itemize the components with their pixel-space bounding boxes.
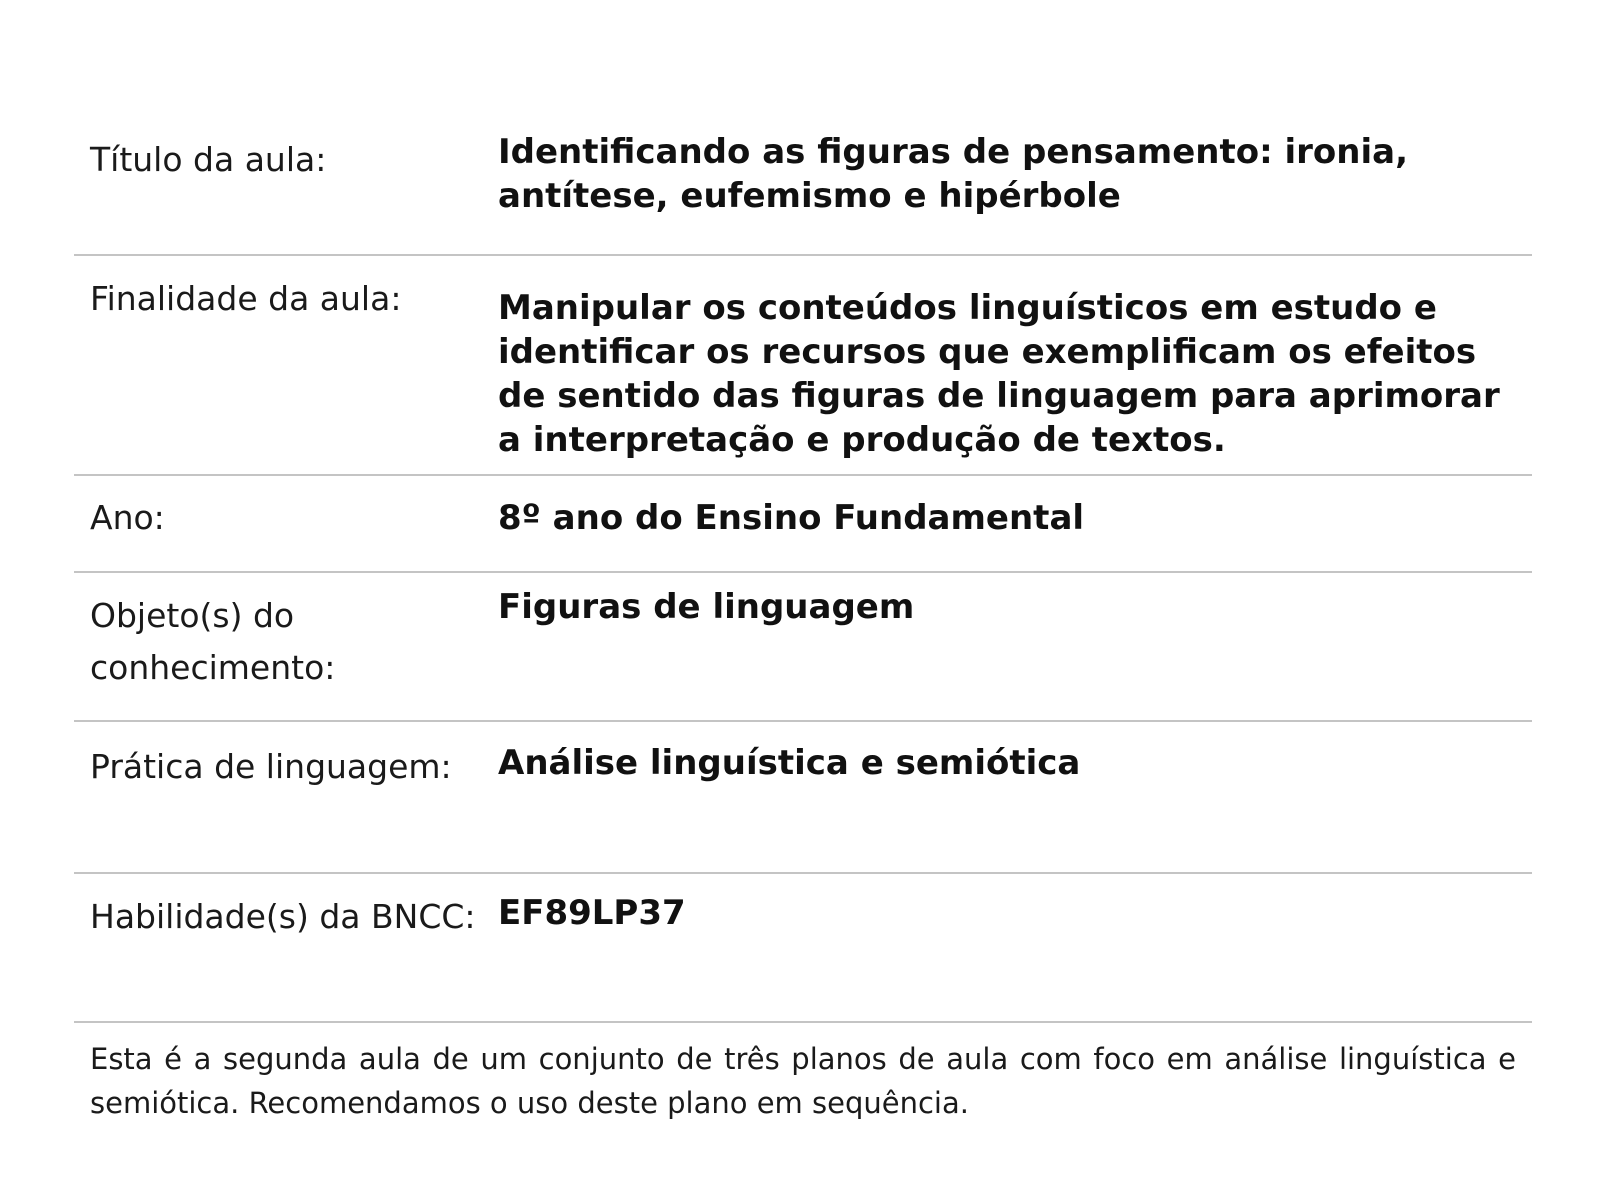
label-bncc-skill: Habilidade(s) da BNCC:: [90, 897, 476, 936]
value-lesson-title: Identificando as figuras de pensamento: ironia, antítese, eufemismo e hipérbole: [498, 132, 1408, 216]
value-knowledge-object: Figuras de linguagem: [498, 587, 915, 627]
sequence-note: Esta é a segunda aula de um conjunto de três planos de aula com foco em análise linguística e semiótica. Recomendamos o uso deste plano em sequência.: [90, 1042, 1516, 1120]
value-school-year: 8º ano do Ensino Fundamental: [498, 498, 1085, 538]
label-language-practice: Prática de linguagem:: [90, 747, 452, 786]
value-bncc-skill: EF89LP37: [498, 893, 686, 933]
label-lesson-purpose: Finalidade da aula:: [90, 279, 402, 318]
row-lesson-title: [74, 118, 1532, 256]
row-bncc-skill: [74, 874, 1532, 1023]
label-school-year: Ano:: [90, 498, 165, 537]
value-lesson-purpose: Manipular os conteúdos linguísticos em estudo e identificar os recursos que exemplificam os efeitos de sentido das figuras de linguagem para aprimorar a interpretação e produção de textos.: [498, 288, 1500, 460]
label-lesson-title: Título da aula:: [90, 140, 327, 179]
row-knowledge-object: [74, 573, 1532, 722]
lesson-plan-table: [74, 118, 1532, 1125]
label-knowledge-object: Objeto(s) do conhecimento:: [90, 596, 336, 687]
value-language-practice: Análise linguística e semiótica: [498, 743, 1081, 783]
row-school-year: [74, 476, 1532, 573]
row-language-practice: [74, 722, 1532, 874]
row-lesson-purpose: [74, 256, 1532, 476]
